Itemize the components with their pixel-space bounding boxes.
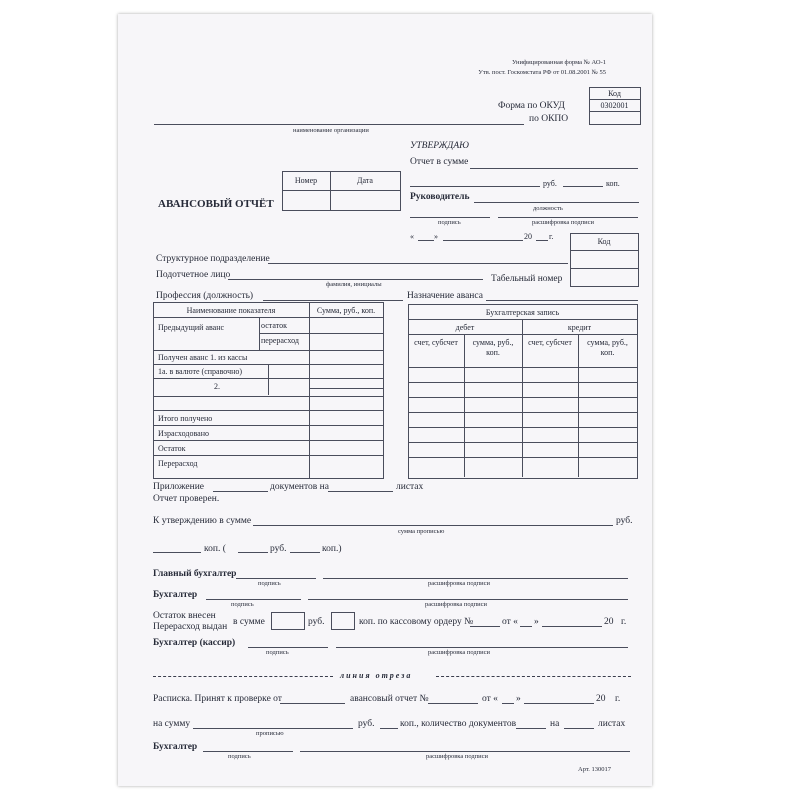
- code-header: Код: [608, 89, 621, 98]
- date-close: »: [434, 232, 438, 241]
- number-header: Номер: [294, 176, 318, 185]
- remainder-label: остаток: [261, 321, 287, 330]
- head-label: Руководитель: [410, 192, 470, 202]
- approve-title: УТВЕРЖДАЮ: [410, 141, 469, 151]
- approve-rub-digits-line[interactable]: [238, 552, 268, 553]
- cashier-label: Бухгалтер (кассир): [153, 638, 236, 648]
- receipt-line1: Расписка. Принят к проверке от: [153, 694, 282, 704]
- date-month-line[interactable]: [443, 240, 523, 241]
- cashier-decode-caption: расшифровка подписи: [428, 649, 491, 656]
- name-caption: фамилия, инициалы: [326, 281, 382, 288]
- unified-form-label: Унифицированная форма № АО-1: [512, 59, 606, 66]
- sheets-count-line[interactable]: [328, 491, 393, 492]
- appendix-count-line[interactable]: [213, 491, 268, 492]
- receipt-on-sum-label: на сумму: [153, 719, 191, 729]
- accountant-label: Бухгалтер: [153, 590, 198, 600]
- receipt-from-label: от «: [482, 694, 498, 704]
- order-from-label: от «: [502, 617, 518, 627]
- col-name-header: Наименование показателя: [186, 306, 276, 315]
- tab-number-label: Табельный номер: [491, 274, 563, 284]
- okud-code: 0302001: [600, 101, 629, 110]
- debit-header: дебет: [455, 323, 475, 332]
- overrun-label: Перерасход: [158, 459, 198, 468]
- kop-label: коп.: [606, 179, 620, 188]
- credit-header: кредит: [567, 323, 592, 332]
- purpose-line[interactable]: [486, 300, 638, 301]
- receipt-kop-line[interactable]: [380, 728, 398, 729]
- date-year-suffix: г.: [549, 232, 554, 241]
- sum-rub-box[interactable]: [271, 612, 305, 630]
- order-year-suffix: г.: [621, 617, 627, 627]
- receipt-day-line[interactable]: [502, 703, 514, 704]
- receipt-sheets-line[interactable]: [564, 728, 594, 729]
- order-day-line[interactable]: [520, 626, 532, 627]
- okpo-label: по ОКПО: [529, 114, 569, 124]
- profession-label: Профессия (должность): [156, 291, 254, 301]
- report-title: АВАНСОВЫЙ ОТЧЁТ: [158, 198, 274, 210]
- sum-kop-box[interactable]: [331, 612, 355, 630]
- in-sum-label: в сумме: [233, 617, 265, 627]
- cut-line-left: [153, 676, 333, 677]
- accountant-sign-line[interactable]: [206, 599, 301, 600]
- spent-label: Израсходовано: [158, 429, 209, 438]
- received-label: Получен аванс 1. из кассы: [158, 353, 248, 362]
- receipt-from-line[interactable]: [280, 703, 345, 704]
- approve-sum-label: Отчет в сумме: [410, 157, 469, 167]
- prev-advance-label: Предыдущий аванс: [158, 323, 225, 332]
- date-day-line[interactable]: [418, 240, 434, 241]
- col-sum-header: Сумма, руб., коп.: [316, 306, 376, 315]
- chief-sign-caption: подпись: [258, 580, 281, 587]
- receipt-kop-docs-label: коп., количество документов: [400, 719, 517, 729]
- balance-in-label: Остаток внесен: [153, 611, 216, 621]
- checked-label: Отчет проверен.: [153, 494, 220, 504]
- accounting-title: Бухгалтерская запись: [485, 308, 560, 317]
- currency-label: 1а. в валюте (справочно): [158, 367, 243, 376]
- debit-amount-header: сумма, руб., коп.: [472, 338, 514, 357]
- chief-label: Главный бухгалтер: [153, 569, 237, 579]
- division-label: Структурное подразделение: [156, 254, 270, 264]
- sum-rub-label: руб.: [308, 617, 325, 627]
- rub2-label: руб.: [270, 544, 287, 554]
- sign-caption: подпись: [438, 219, 461, 226]
- approve-kop-line[interactable]: [290, 552, 320, 553]
- credit-amount-header: сумма, руб., коп.: [587, 338, 628, 357]
- overspend-label: перерасход: [261, 336, 299, 345]
- chief-decode-line[interactable]: [323, 578, 628, 579]
- form-sheet: [118, 14, 652, 786]
- appendix-label: Приложение: [153, 482, 204, 492]
- chief-decode-caption: расшифровка подписи: [428, 580, 491, 587]
- cashier-sign-caption: подпись: [266, 649, 289, 656]
- okud-label: Форма по ОКУД: [498, 101, 565, 111]
- accountant-decode-line[interactable]: [308, 599, 628, 600]
- order-close-label: »: [534, 617, 539, 627]
- cut-label: линия отреза: [340, 671, 413, 680]
- division-line[interactable]: [268, 263, 568, 264]
- receipt-report-label: авансовый отчет №: [350, 694, 429, 704]
- receipt-docs-count-line[interactable]: [516, 728, 546, 729]
- purpose-label: Назначение аванса: [407, 291, 483, 301]
- receipt-sign-line[interactable]: [203, 751, 293, 752]
- kop-close-label: коп.): [322, 544, 342, 554]
- balance-label: Остаток: [158, 444, 186, 453]
- accountable-line[interactable]: [228, 279, 483, 280]
- docs-on-label: документов на: [270, 482, 329, 492]
- head-decode-line[interactable]: [498, 217, 638, 218]
- profession-line[interactable]: [263, 300, 403, 301]
- to-approve-label: К утверждению в сумме: [153, 516, 252, 526]
- approved-by-label: Утв. пост. Госкомстата РФ от 01.08.2001 № 55: [478, 69, 606, 76]
- words-caption: сумма прописью: [398, 528, 445, 535]
- receipt-month-line[interactable]: [524, 703, 594, 704]
- accountable-label: Подотчетное лицо: [156, 270, 231, 280]
- chief-sign-line[interactable]: [236, 578, 316, 579]
- accountant-sign-caption: подпись: [231, 601, 254, 608]
- receipt-rub-label: руб.: [358, 719, 375, 729]
- rub-label: руб.: [543, 179, 557, 188]
- receipt-words-caption: прописью: [256, 730, 284, 737]
- date-year: 20: [524, 232, 532, 241]
- order-number-line[interactable]: [470, 626, 500, 627]
- approve-rub-line[interactable]: [153, 552, 201, 553]
- kop-open-label: коп. (: [204, 544, 226, 554]
- receipt-close-label: »: [516, 694, 521, 704]
- item2-label: 2.: [214, 382, 220, 391]
- receipt-report-number-line[interactable]: [428, 703, 478, 704]
- receipt-year-label: 20: [596, 694, 606, 704]
- cashier-sign-line[interactable]: [248, 647, 328, 648]
- receipt-sheets-label: листах: [598, 719, 626, 729]
- total-received-label: Итого получено: [158, 414, 213, 423]
- organization-line[interactable]: [154, 124, 524, 125]
- head-position-line[interactable]: [474, 202, 639, 203]
- receipt-words-line[interactable]: [193, 728, 353, 729]
- code-box-header: Код: [597, 237, 611, 246]
- kop-order-label: коп. по кассовому ордеру №: [359, 617, 474, 627]
- receipt-decode-caption: расшифровка подписи: [426, 753, 489, 760]
- accountant-decode-caption: расшифровка подписи: [425, 601, 488, 608]
- approve-sum-line[interactable]: [470, 168, 638, 169]
- org-caption: наименование организации: [293, 127, 369, 134]
- receipt-year-suffix: г.: [615, 694, 621, 704]
- position-caption: должность: [533, 205, 563, 212]
- date-year-line[interactable]: [536, 240, 548, 241]
- order-month-line[interactable]: [542, 626, 602, 627]
- decode-caption: расшифровка подписи: [532, 219, 595, 226]
- article-number: Арт. 130017: [578, 766, 611, 773]
- receipt-on-label: на: [550, 719, 560, 729]
- cashier-decode-line[interactable]: [336, 647, 628, 648]
- credit-account-header: счет, субсчет: [528, 338, 572, 347]
- debit-account-header: счет, субсчет: [414, 338, 458, 347]
- approve-words-line[interactable]: [253, 525, 613, 526]
- approval-rub-label: руб.: [616, 516, 633, 526]
- receipt-accountant-label: Бухгалтер: [153, 742, 198, 752]
- cut-line-right: [436, 676, 631, 677]
- date-header: Дата: [357, 176, 373, 185]
- overspend-out-label: Перерасход выдан: [153, 622, 228, 632]
- date-open: «: [410, 232, 414, 241]
- receipt-decode-line[interactable]: [300, 751, 630, 752]
- receipt-sign-caption: подпись: [228, 753, 251, 760]
- order-year-label: 20: [604, 617, 614, 627]
- sheets-label: листах: [396, 482, 424, 492]
- head-sign-line[interactable]: [410, 217, 490, 218]
